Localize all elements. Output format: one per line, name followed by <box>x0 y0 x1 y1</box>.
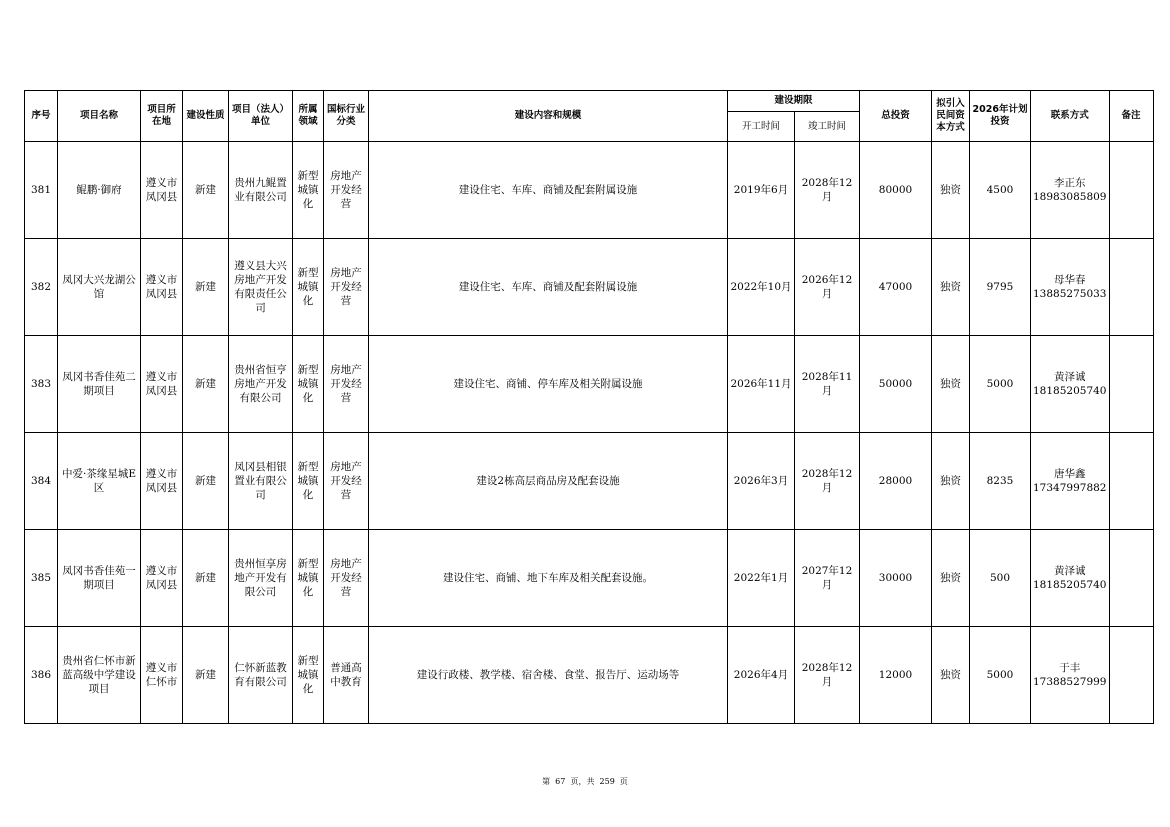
cell-capital: 独资 <box>932 239 970 336</box>
cell-location: 遵义市凤冈县 <box>141 142 183 239</box>
cell-total: 12000 <box>860 627 932 724</box>
cell-total: 30000 <box>860 530 932 627</box>
cell-industry: 房地产开发经营 <box>324 239 369 336</box>
cell-content: 建设住宅、车库、商铺及配套附属设施 <box>369 142 728 239</box>
table-row <box>25 530 1154 627</box>
cell-industry: 房地产开发经营 <box>324 142 369 239</box>
header-contact: 联系方式 <box>1031 91 1110 142</box>
cell-start: 2026年3月 <box>728 433 795 530</box>
cell-location: 遵义市凤冈县 <box>141 433 183 530</box>
cell-end: 2028年12月 <box>795 142 860 239</box>
header-location: 项目所在地 <box>141 91 183 142</box>
header-start: 开工时间 <box>728 112 795 142</box>
cell-capital: 独资 <box>932 336 970 433</box>
cell-no: 385 <box>25 530 58 627</box>
cell-contact <box>1031 627 1110 724</box>
cell-industry: 房地产开发经营 <box>324 530 369 627</box>
cell-capital: 独资 <box>932 433 970 530</box>
cell-total: 28000 <box>860 433 932 530</box>
contact-name: 李正东 <box>1054 177 1086 189</box>
cell-start: 2019年6月 <box>728 142 795 239</box>
header-name: 项目名称 <box>58 91 141 142</box>
contact-phone: 17347997882 <box>1033 482 1107 494</box>
cell-end: 2028年12月 <box>795 627 860 724</box>
cell-content: 建设2栋高层商品房及配套设施 <box>369 433 728 530</box>
header-unit: 项目（法人）单位 <box>229 91 293 142</box>
cell-name: 凤冈书香佳苑二期项目 <box>58 336 141 433</box>
table-row <box>25 336 1154 433</box>
header-content: 建设内容和规模 <box>369 91 728 142</box>
cell-no: 382 <box>25 239 58 336</box>
header-end: 竣工时间 <box>795 112 860 142</box>
cell-unit: 贵州恒享房地产开发有限公司 <box>229 530 293 627</box>
footer-suffix: 页 <box>619 777 628 786</box>
header-capital: 拟引入民间资本方式 <box>932 91 970 142</box>
cell-remark <box>1109 433 1153 530</box>
header-no: 序号 <box>25 91 58 142</box>
footer-total-pages: 259 <box>599 777 615 786</box>
footer-middle: 页，共 <box>570 777 595 786</box>
contact-name: 母华春 <box>1054 274 1086 286</box>
cell-industry: 房地产开发经营 <box>324 433 369 530</box>
cell-name: 鲲鹏·御府 <box>58 142 141 239</box>
cell-no: 386 <box>25 627 58 724</box>
cell-location: 遵义市凤冈县 <box>141 336 183 433</box>
cell-field: 新型城镇化 <box>293 530 324 627</box>
cell-unit: 贵州省恒亨房地产开发有限公司 <box>229 336 293 433</box>
cell-remark <box>1109 336 1153 433</box>
cell-start: 2026年11月 <box>728 336 795 433</box>
cell-field: 新型城镇化 <box>293 627 324 724</box>
cell-nature: 新建 <box>183 336 229 433</box>
cell-remark <box>1109 530 1153 627</box>
cell-capital: 独资 <box>932 530 970 627</box>
cell-contact <box>1031 336 1110 433</box>
table-row <box>25 627 1154 724</box>
cell-nature: 新建 <box>183 142 229 239</box>
cell-name: 中爱·茶缘星城E区 <box>58 433 141 530</box>
cell-end: 2027年12月 <box>795 530 860 627</box>
cell-contact <box>1031 433 1110 530</box>
cell-content: 建设住宅、商铺、地下车库及相关配套设施。 <box>369 530 728 627</box>
cell-remark <box>1109 239 1153 336</box>
cell-nature: 新建 <box>183 627 229 724</box>
contact-name: 黄泽诚 <box>1054 565 1086 577</box>
cell-start: 2022年10月 <box>728 239 795 336</box>
cell-plan: 5000 <box>970 336 1031 433</box>
contact-phone: 13885275033 <box>1033 288 1107 300</box>
cell-content: 建设住宅、车库、商铺及配套附属设施 <box>369 239 728 336</box>
cell-plan: 4500 <box>970 142 1031 239</box>
table-row <box>25 433 1154 530</box>
cell-unit: 遵义县大兴房地产开发有限责任公司 <box>229 239 293 336</box>
contact-phone: 18185205740 <box>1033 579 1107 591</box>
footer-page-number: 67 <box>555 777 566 786</box>
cell-content: 建设住宅、商铺、停车库及相关附属设施 <box>369 336 728 433</box>
footer-prefix: 第 <box>542 777 551 786</box>
contact-name: 黄泽诚 <box>1054 371 1086 383</box>
cell-total: 80000 <box>860 142 932 239</box>
header-period: 建设期限 <box>728 91 860 112</box>
contact-name: 于丰 <box>1059 662 1081 674</box>
header-remark: 备注 <box>1109 91 1153 142</box>
cell-plan: 5000 <box>970 627 1031 724</box>
cell-name: 凤冈大兴龙湖公馆 <box>58 239 141 336</box>
cell-nature: 新建 <box>183 433 229 530</box>
cell-total: 50000 <box>860 336 932 433</box>
cell-no: 384 <box>25 433 58 530</box>
cell-industry: 普通高中教育 <box>324 627 369 724</box>
contact-phone: 18983085809 <box>1033 191 1107 203</box>
cell-no: 381 <box>25 142 58 239</box>
cell-nature: 新建 <box>183 530 229 627</box>
cell-total: 47000 <box>860 239 932 336</box>
cell-industry: 房地产开发经营 <box>324 336 369 433</box>
table-row <box>25 142 1154 239</box>
cell-field: 新型城镇化 <box>293 239 324 336</box>
cell-capital: 独资 <box>932 142 970 239</box>
cell-location: 遵义市凤冈县 <box>141 239 183 336</box>
cell-location: 遵义市仁怀市 <box>141 627 183 724</box>
cell-plan: 500 <box>970 530 1031 627</box>
cell-plan: 8235 <box>970 433 1031 530</box>
table-row <box>25 239 1154 336</box>
cell-field: 新型城镇化 <box>293 142 324 239</box>
page-footer <box>0 776 1170 787</box>
cell-unit: 贵州九鲲置业有限公司 <box>229 142 293 239</box>
cell-plan: 9795 <box>970 239 1031 336</box>
cell-end: 2028年12月 <box>795 433 860 530</box>
cell-contact <box>1031 142 1110 239</box>
cell-nature: 新建 <box>183 239 229 336</box>
cell-field: 新型城镇化 <box>293 336 324 433</box>
contact-name: 唐华鑫 <box>1054 468 1086 480</box>
cell-start: 2026年4月 <box>728 627 795 724</box>
cell-remark <box>1109 627 1153 724</box>
cell-end: 2026年12月 <box>795 239 860 336</box>
cell-start: 2022年1月 <box>728 530 795 627</box>
cell-contact <box>1031 530 1110 627</box>
header-total: 总投资 <box>860 91 932 142</box>
contact-phone: 17388527999 <box>1033 676 1107 688</box>
cell-content: 建设行政楼、教学楼、宿舍楼、食堂、报告厅、运动场等 <box>369 627 728 724</box>
cell-capital: 独资 <box>932 627 970 724</box>
header-nature: 建设性质 <box>183 91 229 142</box>
project-table <box>24 90 1154 724</box>
header-industry: 国标行业分类 <box>324 91 369 142</box>
header-field: 所属领域 <box>293 91 324 142</box>
header-plan: 2026年计划投资 <box>970 91 1031 142</box>
cell-field: 新型城镇化 <box>293 433 324 530</box>
cell-name: 凤冈书香佳苑一期项目 <box>58 530 141 627</box>
cell-location: 遵义市凤冈县 <box>141 530 183 627</box>
cell-contact <box>1031 239 1110 336</box>
contact-phone: 18185205740 <box>1033 385 1107 397</box>
cell-no: 383 <box>25 336 58 433</box>
cell-remark <box>1109 142 1153 239</box>
cell-end: 2028年11月 <box>795 336 860 433</box>
cell-unit: 凤冈县相银置业有限公司 <box>229 433 293 530</box>
cell-name: 贵州省仁怀市新蓝高级中学建设项目 <box>58 627 141 724</box>
cell-unit: 仁怀新蓝教育有限公司 <box>229 627 293 724</box>
